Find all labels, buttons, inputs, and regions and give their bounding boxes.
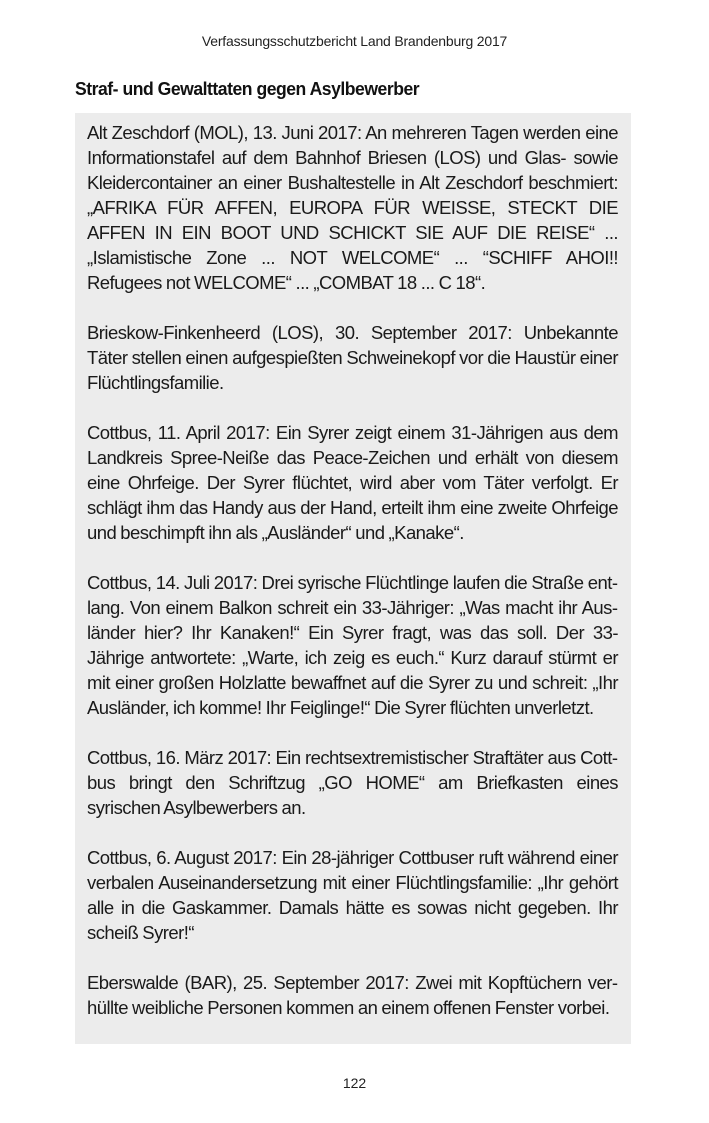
incident-entry-cottbus-august: Cottbus, 6. August 2017: Ein 28-jähriger Cottbuser ruft während einer verbalen Auseinandersetzung mit einer Flüchtlingsfamilie: „Ihr gehört alle in die Gaskammer. Damals hätte es sowas nicht gegeben. Ihr scheiß Syrer!“ [87, 847, 618, 943]
incident-entry-cottbus-maerz: Cottbus, 16. März 2017: Ein rechtsextremistischer Straftäter aus Cottbus bringt den Schriftzug „GO HOME“ am Briefkasten eines syrischen Asylbewerbers an. [87, 747, 618, 818]
incident-entry-cottbus-april: Cottbus, 11. April 2017: Ein Syrer zeigt einem 31-Jährigen aus dem Landkreis Spree-Neiße das Peace-Zeichen und erhält von diesem eine Ohrfeige. Der Syrer flüchtet, wird aber vom Täter verfolgt. Er schlägt ihm das Handy aus der Hand, erteilt ihm eine zweite Ohrfeige und beschimpft ihn als „Ausländer“ und „Kanake“. [87, 422, 618, 543]
incident-entry-alt-zeschdorf: Alt Zeschdorf (MOL), 13. Juni 2017: An mehreren Tagen werden eine Informationstafel auf dem Bahnhof Briesen (LOS) und Glas- sowie Kleidercontainer an einer Bushaltestelle in Alt Zeschdorf beschmiert: „AFRIKA FÜR AFFEN, EUROPA FÜR WEISSE, STECKT DIE AFFEN IN EIN BOOT UND SCHICKT SIE AUF DIE REISE“ ... „Islamistische Zone ... NOT WELCOME“ ... “SCHIFF AHOI!! Refugees not WELCOME“ ... „COMBAT 18 ... C 18“. [87, 122, 618, 293]
running-header: Verfassungsschutzbericht Land Brandenburg 2017 [201, 33, 508, 49]
page-number: 122 [342, 1075, 367, 1091]
incident-list-box [75, 113, 631, 1044]
incident-entry-cottbus-juli: Cottbus, 14. Juli 2017: Drei syrische Flüchtlinge laufen die Straße entlang. Von einem Balkon schreit ein 33-Jähriger: „Was macht ihr Ausländer hier? Ihr Kanaken!“ Ein Syrer fragt, was das soll. Der 33-Jährige antwortete: „Warte, ich zeig es euch.“ Kurz darauf stürmt er mit einer großen Holzlatte bewaffnet auf die Syrer zu und schreit: „Ihr Ausländer, ich komme! Ihr Feiglinge!“ Die Syrer flüchten unverletzt. [87, 572, 618, 718]
incident-entry-brieskow-finkenheerd: Brieskow-Finkenheerd (LOS), 30. September 2017: Unbekannte Täter stellen einen aufgespießten Schweinekopf vor die Haustür einer Flüchtlingsfamilie. [87, 322, 618, 393]
incident-entry-eberswalde: Eberswalde (BAR), 25. September 2017: Zwei mit Kopftüchern verhüllte weibliche Personen kommen an einem offenen Fenster vorbei. [87, 972, 618, 1018]
section-heading: Straf- und Gewalttaten gegen Asylbewerber [75, 78, 420, 99]
